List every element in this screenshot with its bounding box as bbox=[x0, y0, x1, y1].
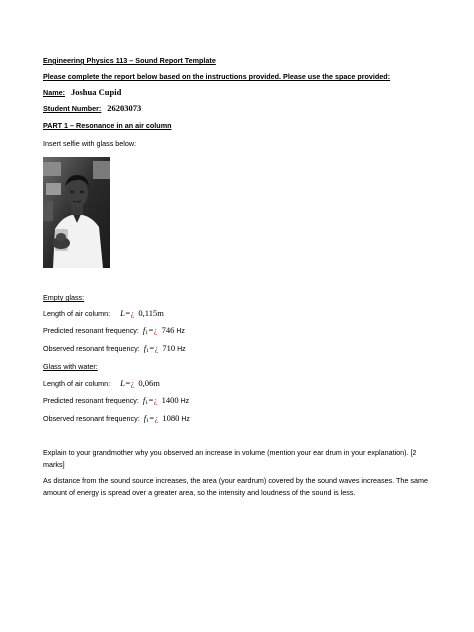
empty-observed-sub: 1 bbox=[146, 348, 149, 354]
empty-length-value: 0,115 bbox=[138, 308, 158, 318]
empty-observed-eq: = bbox=[148, 343, 155, 353]
document-title: Engineering Physics 113 – Sound Report Template bbox=[43, 56, 216, 65]
empty-length-glyph: ¿ bbox=[130, 308, 135, 318]
empty-predicted-eq: = bbox=[148, 325, 154, 335]
instructions-text: Please complete the report below based on the instructions provided. Please use the space provided: bbox=[43, 72, 391, 81]
empty-length-unit: m bbox=[157, 308, 164, 318]
water-length-unit: m bbox=[153, 378, 160, 388]
name-line bbox=[43, 88, 121, 97]
water-predicted-line bbox=[43, 396, 189, 408]
water-observed-line bbox=[43, 414, 190, 426]
water-predicted-symbol: f bbox=[142, 395, 146, 405]
empty-observed-glyph: ¿ bbox=[154, 343, 159, 353]
empty-glass-heading: Empty glass: bbox=[43, 293, 85, 302]
water-length-line bbox=[43, 379, 160, 388]
name-value: Joshua Cupid bbox=[70, 87, 122, 97]
empty-predicted-glyph: ¿ bbox=[153, 325, 158, 335]
empty-observed-line bbox=[43, 344, 186, 356]
water-length-glyph: ¿ bbox=[130, 378, 135, 388]
student-number-value: 26203073 bbox=[107, 103, 142, 113]
empty-length-line bbox=[43, 309, 164, 318]
water-observed-eq: = bbox=[148, 413, 155, 423]
water-predicted-eq: = bbox=[148, 395, 154, 405]
name-label: Name: bbox=[43, 88, 65, 97]
empty-length-eq: = bbox=[124, 308, 131, 318]
water-predicted-glyph: ¿ bbox=[153, 395, 158, 405]
water-observed-glyph: ¿ bbox=[154, 413, 159, 423]
empty-predicted-sub: 1 bbox=[145, 330, 149, 336]
selfie-image bbox=[43, 157, 110, 268]
question-prompt: Explain to your grandmother why you observed an increase in volume (mention your ear drum in your explanation). [2 marks] bbox=[43, 448, 417, 469]
empty-predicted-value: 746 bbox=[161, 325, 175, 335]
empty-observed-value: 710 bbox=[162, 343, 176, 353]
water-observed-label: Observed resonant frequency: bbox=[43, 414, 140, 423]
glass-water-heading: Glass with water: bbox=[43, 362, 98, 371]
empty-predicted-unit: Hz bbox=[176, 328, 185, 335]
water-predicted-label: Predicted resonant frequency: bbox=[43, 396, 139, 405]
water-length-eq: = bbox=[124, 378, 131, 388]
empty-observed-symbol: f bbox=[143, 343, 147, 353]
water-length-label: Length of air column: bbox=[43, 379, 111, 388]
water-length-symbol: L bbox=[120, 378, 125, 388]
student-number-label: Student Number: bbox=[43, 104, 102, 113]
water-length-value: 0,06 bbox=[138, 378, 154, 388]
water-predicted-sub: 1 bbox=[145, 400, 149, 406]
empty-predicted-line bbox=[43, 326, 185, 338]
water-observed-value: 1080 bbox=[162, 413, 180, 423]
empty-observed-label: Observed resonant frequency: bbox=[43, 344, 140, 353]
empty-predicted-symbol: f bbox=[142, 325, 146, 335]
question-answer: As distance from the sound source increases, the area (your eardrum) covered by the sound waves increases. The same amount of energy is spread over a greater area, so the intensity and loudness of the sound is less. bbox=[43, 476, 428, 497]
water-predicted-unit: Hz bbox=[180, 398, 190, 405]
water-observed-symbol: f bbox=[143, 413, 147, 423]
water-observed-unit: Hz bbox=[181, 416, 190, 423]
water-observed-sub: 1 bbox=[146, 418, 149, 424]
empty-observed-unit: Hz bbox=[177, 346, 186, 353]
empty-predicted-label: Predicted resonant frequency: bbox=[43, 326, 139, 335]
selfie-photo bbox=[43, 157, 110, 268]
empty-length-symbol: L bbox=[120, 308, 125, 318]
part1-heading: PART 1 – Resonance in an air column bbox=[43, 121, 172, 130]
selfie-prompt: Insert selfie with glass below: bbox=[43, 139, 137, 148]
student-number-line bbox=[43, 104, 141, 113]
water-predicted-value: 1400 bbox=[161, 395, 179, 405]
empty-length-label: Length of air column: bbox=[43, 309, 111, 318]
